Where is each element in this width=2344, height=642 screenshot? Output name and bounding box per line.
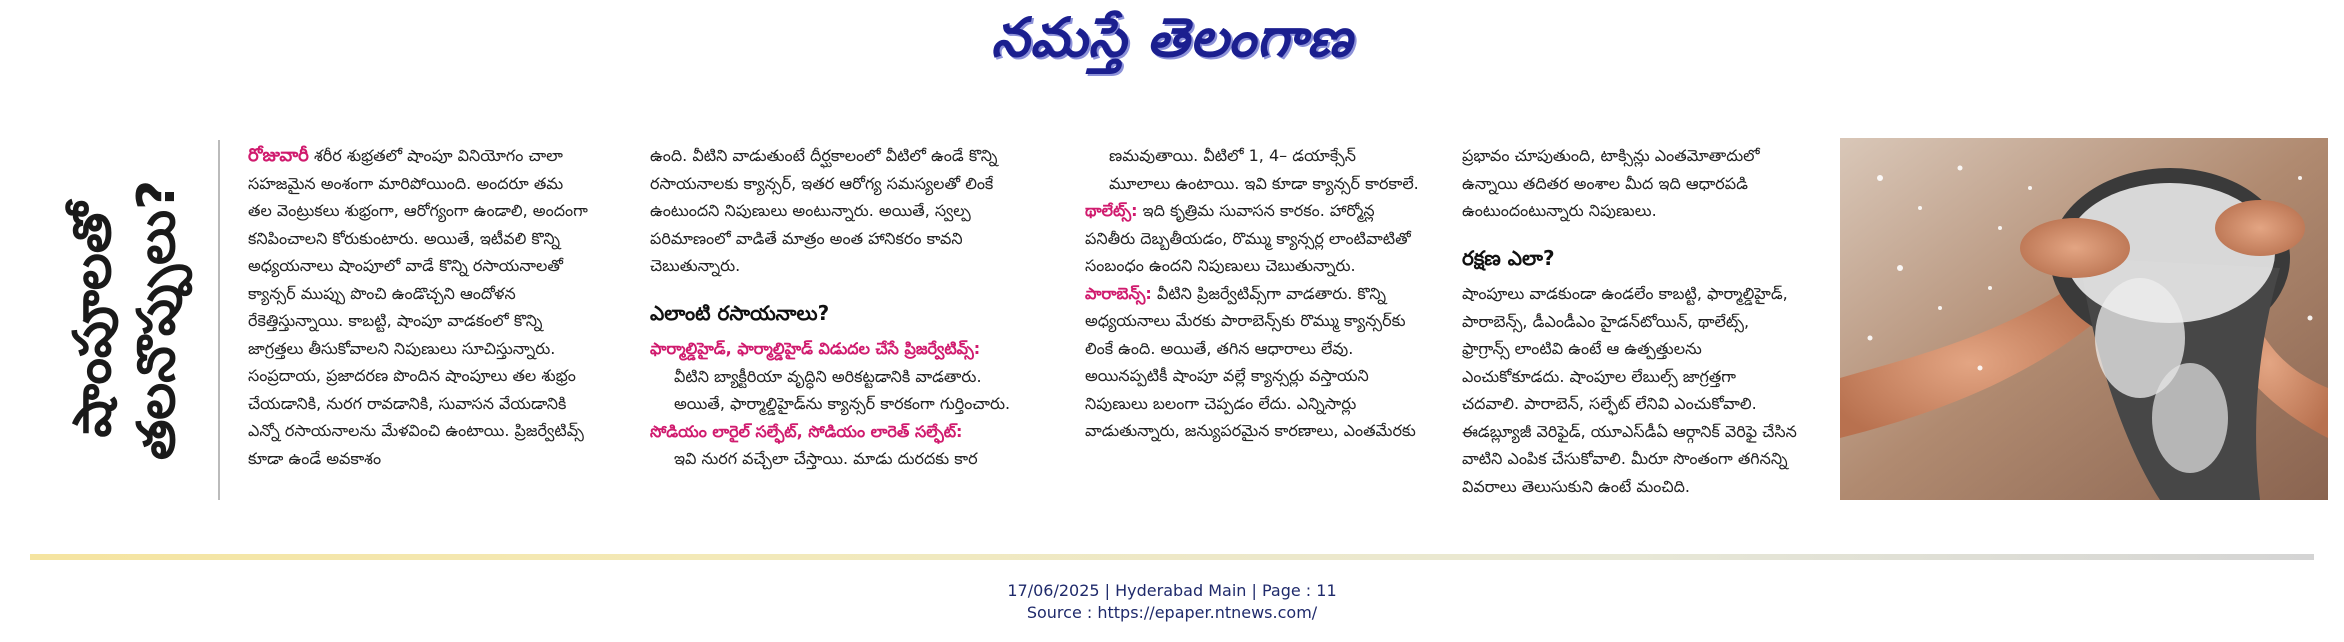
source-url: Source : https://epaper.ntnews.com/ [1026,603,1318,622]
term-formaldehyde-text: వీటిని బ్యాక్టీరియా వృద్ధిని అరికట్టడానికి వాడతారు. అయితే, ఫార్మాల్డిహైడ్‌ను క్యాన్సర్ కారకంగా గుర్తించారు. [674,366,1011,413]
column-1-paragraph-1 [248,142,588,362]
column-1-paragraph-2: సంప్రదాయ, ప్రజాదరణ పొందిన షాంపూలు తల శుభ్రం చేయడానికి, నురగ రావడానికి, సువాసన వేయడానికి ఎన్నో రసాయనాలను మేళవించి ఉంటాయి. ప్రిజర్వేటివ్స్ కూడా ఉండే అవకాశం [248,366,584,468]
column-4-intro: ప్రభావం చూపుతుంది, టాక్సిన్లు ఎంతమోతాదులో ఉన్నాయి తదితర అంశాల మీద ఇది ఆధారపడి ఉంటుందంటున్నారు నిపుణులు. [1462,146,1760,220]
term-formaldehyde: ఫార్మాల్డిహైడ్, ఫార్మాల్డిహైడ్ విడుదల చేసే ప్రిజర్వేటివ్స్: [650,339,981,358]
article-column-3 [1085,142,1421,445]
article-column-4 [1462,142,1798,500]
term-phthalates-paragraph [1085,197,1421,280]
column-1-text-1: శరీర శుభ్రతలో షాంపూ వినియోగం చాలా సహజమైన అంశంగా మారిపోయింది. అందరూ తమ తల వెంట్రుకలు శుభ్రంగా, ఆరోగ్యంగా ఉండాలి, అందంగా కనిపించాలని కోరుకుంటారు. అయితే, ఇటీవలి కొన్ని అధ్యయనాలు షాంపూలో వాడే కొన్ని రసాయనాలతో క్యాన్సర్ ముప్పు పొంచి ఉండొచ్చని ఆందోళన రేకెత్తిస్తున్నాయి. కాబట్టి, షాంపూ వాడకంలో కొన్ని జాగ్రత్తలు తీసుకోవాలని నిపుణులు సూచిస్తున్నారు. [248,146,588,358]
article-column-2 [650,142,1028,473]
term-sodium-sulfate-text: ఇవి నురగ వచ్చేలా చేస్తాయి. మాడు దురదకు కార [674,449,978,468]
column-4-text: షాంపూలు వాడకుండా ఉండలేం కాబట్టి, ఫార్మాల్డిహైడ్, పారాబెన్స్, డీఎండీఎం హైడన్‌టోయిన్, థాలేట్స్, ఫ్రాగ్రాన్స్ లాంటివి ఉంటే ఆ ఉత్పత్తులను ఎంచుకోకూడదు. షాంపూల లేబుల్స్ జాగ్రత్తగా చదవాలి. పారాబెన్, సల్ఫేట్ లేనివి ఎంచుకోవాలి. ఈడబ్ల్యూజీ వెరిఫైడ్, యూఎస్‌డీఏ ఆర్గానిక్ వెరిఫై చేసిన వాటిని ఎంపిక చేసుకోవాలి. మీరూ సొంతంగా తగినన్ని వివరాలు తెలుసుకుని ఉంటే మంచిది. [1462,284,1797,496]
shampoo-photo-illustration [1840,138,2328,500]
headline-box [30,140,220,500]
shampoo-hair-photo [1840,138,2328,500]
edition-info: 17/06/2025 | Hyderabad Main | Page : 11 [1007,581,1337,600]
lead-word: రోజువారీ [248,145,309,166]
subheading-chemicals: ఎలాంటి రసాయనాలు? [650,300,830,325]
term-parabens-paragraph [1085,280,1421,445]
article-column-1 [248,142,588,472]
term-phthalates-text: ఇది కృత్రిమ సువాసన కారకం. హార్మోన్ల పనితీరు దెబ్బతీయడం, రొమ్ము క్యాన్సర్ల లాంటివాటితో సంబంధం ఉందని నిపుణులు చెబుతున్నారు. [1085,201,1411,275]
headline-line-2: తలనొప్పులు? [127,179,187,461]
term-sodium-sulfate: సోడియం లారైల్ సల్ఫేట్, సోడియం లారెత్ సల్ఫేట్: [650,421,963,441]
column-3-intro: ణమవుతాయి. వీటిలో 1, 4– డయాక్సేన్ మూలాలు ఉంటాయి. ఇవి కూడా క్యాన్సర్ కారకాలే. [1109,146,1419,193]
article-headline [61,180,189,460]
subheading-protection: రక్షణ ఎలా? [1462,245,1555,270]
headline-line-1: షాంపూలతో [63,202,123,438]
term-parabens-text: వీటిని ప్రిజర్వేటివ్స్‌గా వాడతారు. కొన్ని అధ్యయనాలు మేరకు పారాబెన్స్‌కు రొమ్ము క్యాన్సర్‌కు లింకే ఉంది. అయితే, తగిన ఆధారాలు లేవు. అయినప్పటికీ షాంపూ వల్లే క్యాన్సర్లు వస్తాయని నిపుణులు బలంగా చెప్పడం లేదు. ఎన్నిసార్లు వాడుతున్నారు, జన్యుపరమైన కారణాలు, ఎంతమేరకు [1085,283,1416,440]
term-parabens: పారాబెన్స్: [1085,283,1152,303]
page-footer [0,580,2344,624]
term-phthalates: థాలేట్స్: [1085,201,1138,220]
masthead [0,0,2344,80]
footer-divider [30,554,2314,560]
newspaper-logo: నమస్తే తెలంగాణ [991,6,1353,69]
column-2-intro: ఉంది. వీటిని వాడుతుంటే దీర్ఘకాలంలో వీటిలో ఉండే కొన్ని రసాయనాలకు క్యాన్సర్, ఇతర ఆరోగ్య సమస్యలతో లింకే ఉంటుందని నిపుణులు అంటున్నారు. అయితే, స్వల్ప పరిమాణంలో వాడితే మాత్రం అంత హానికరం కావని చెబుతున్నారు. [650,146,998,275]
